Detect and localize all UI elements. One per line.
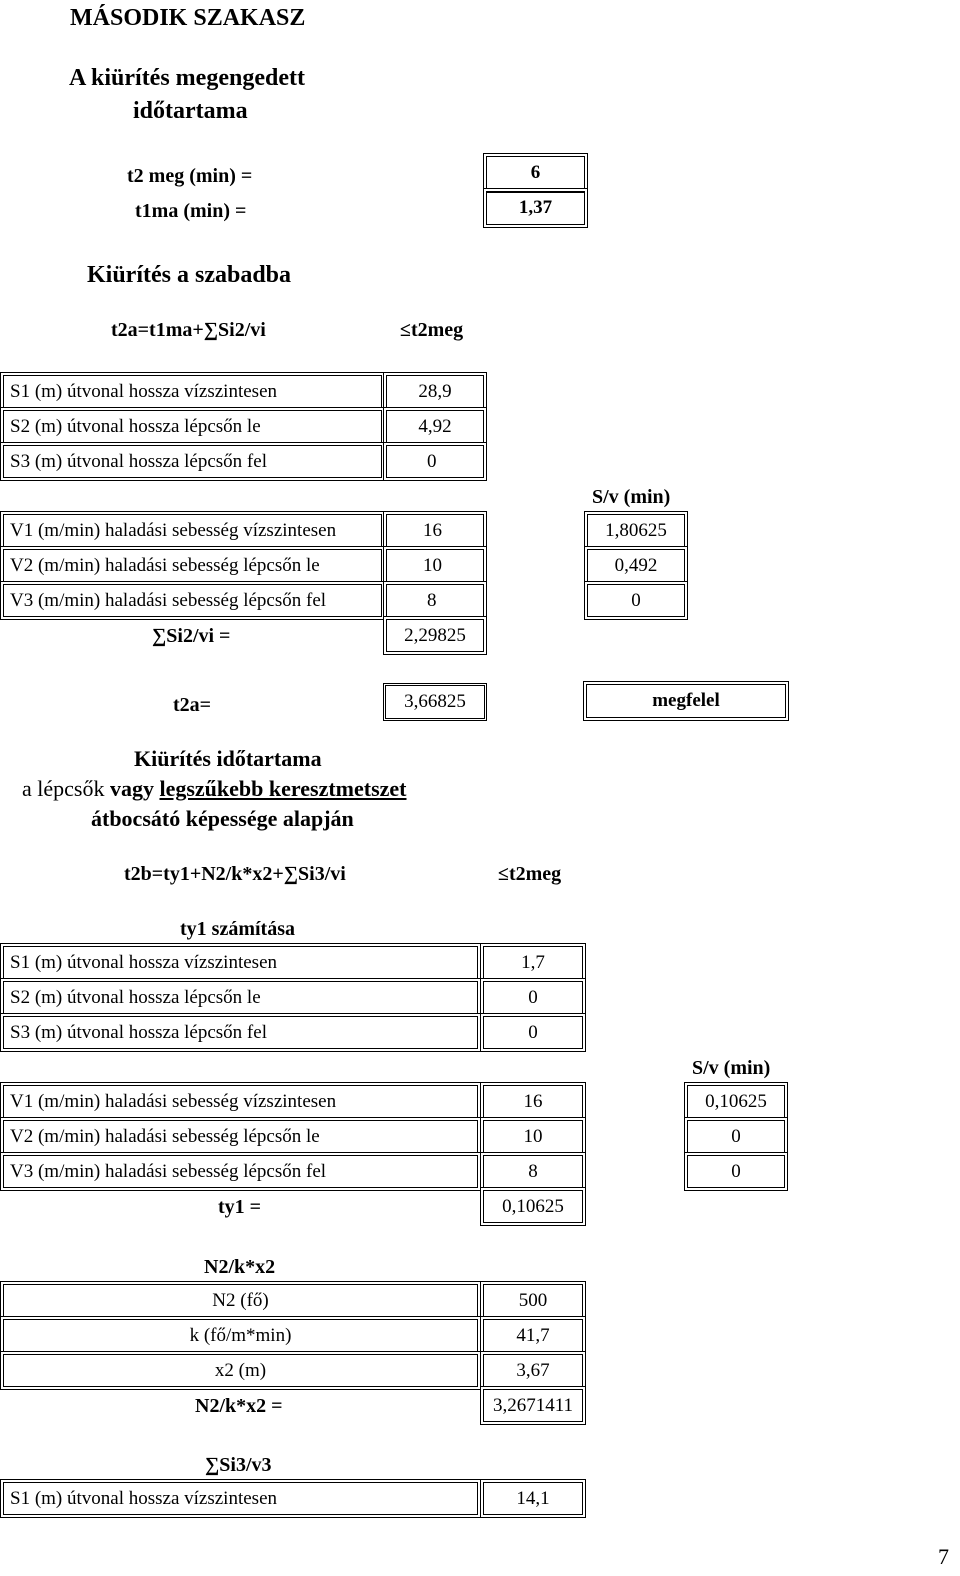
free-row-s1-label: S1 (m) útvonal hossza vízszintesen (3, 375, 382, 408)
ty1-row-s2-label: S2 (m) útvonal hossza lépcsőn le (3, 981, 478, 1014)
free-speed-v3-sv: 0 (587, 584, 685, 617)
n2-result-label: N2/k*x2 = (195, 1395, 283, 1417)
ty1-row-s2-value: 0 (483, 981, 583, 1014)
ty1-speed-v1-label: V1 (m/min) haladási sebesség vízszintesen (3, 1085, 478, 1118)
si3-heading: ∑Si3/v3 (205, 1454, 272, 1476)
n2-row-k-value: 41,7 (483, 1319, 583, 1352)
t2a-label: t2a= (173, 694, 212, 716)
free-row-s1-value: 28,9 (386, 375, 484, 408)
section-title: MÁSODIK SZAKASZ (70, 5, 306, 31)
si3-row-s1-value: 14,1 (483, 1482, 583, 1515)
ty1-row-s3-label: S3 (m) útvonal hossza lépcsőn fel (3, 1016, 478, 1049)
si3-row-s1-label: S1 (m) útvonal hossza vízszintesen (3, 1482, 478, 1515)
free-row-s3-label: S3 (m) útvonal hossza lépcsőn fel (3, 445, 382, 478)
n2-row-x2-value: 3,67 (483, 1354, 583, 1387)
free-sum-value: 2,29825 (386, 619, 484, 652)
free-speed-v2-label: V2 (m/min) haladási sebesség lépcsőn le (3, 549, 382, 582)
ty1-speed-v3-label: V3 (m/min) haladási sebesség lépcsőn fel (3, 1155, 478, 1188)
section-subtitle-line2: időtartama (133, 98, 248, 124)
free-result-badge: megfelel (583, 681, 789, 721)
free-formula: t2a=t1ma+∑Si2/vi (111, 319, 266, 341)
ty1-row-s1-value: 1,7 (483, 946, 583, 979)
n2-row-n2-label: N2 (fő) (3, 1284, 478, 1317)
capacity-heading-line2: a lépcsők vagy legszűkebb keresztmetszet (22, 776, 407, 801)
page-number: 7 (938, 1544, 949, 1569)
capacity-heading-line3: átbocsátó képessége alapján (91, 806, 354, 831)
free-sum-label: ∑Si2/vi = (152, 625, 231, 647)
free-speed-v3-value: 8 (386, 584, 484, 617)
free-row-s3-value: 0 (386, 445, 484, 478)
t1ma-value: 1,37 (486, 191, 585, 225)
ty1-result-value: 0,10625 (483, 1190, 583, 1223)
capacity-formula: t2b=ty1+N2/k*x2+∑Si3/vi (124, 863, 346, 885)
ty1-result-label: ty1 = (218, 1196, 262, 1218)
ty1-row-s3-value: 0 (483, 1016, 583, 1049)
ty1-speed-v2-value: 10 (483, 1120, 583, 1153)
t2a-value: 3,66825 (383, 683, 487, 721)
free-speed-v1-label: V1 (m/min) haladási sebesség vízszintesen (3, 514, 382, 547)
t2meg-value: 6 (486, 156, 585, 190)
n2-row-k-label: k (fő/m*min) (3, 1319, 478, 1352)
ty1-row-s1-label: S1 (m) útvonal hossza vízszintesen (3, 946, 478, 979)
n2-result-value: 3,2671411 (483, 1389, 583, 1422)
t1ma-label: t1ma (min) = (135, 200, 247, 222)
ty1-speed-v3-value: 8 (483, 1155, 583, 1188)
ty1-speed-v3-sv: 0 (687, 1155, 785, 1188)
free-speed-v1-sv: 1,80625 (587, 514, 685, 547)
free-sv-header: S/v (min) (592, 486, 671, 508)
ty1-sv-header: S/v (min) (692, 1057, 771, 1079)
free-row-s2-value: 4,92 (386, 410, 484, 443)
free-speed-v2-value: 10 (386, 549, 484, 582)
ty1-speed-v2-sv: 0 (687, 1120, 785, 1153)
free-heading: Kiürítés a szabadba (87, 262, 292, 288)
ty1-heading: ty1 számítása (180, 918, 295, 940)
capacity-condition: ≤t2meg (498, 863, 562, 885)
t2meg-label: t2 meg (min) = (127, 165, 253, 187)
free-speed-v1-value: 16 (386, 514, 484, 547)
ty1-speed-v1-sv: 0,10625 (687, 1085, 785, 1118)
section-subtitle-line1: A kiürítés megengedett (69, 65, 305, 91)
ty1-speed-v2-label: V2 (m/min) haladási sebesség lépcsőn le (3, 1120, 478, 1153)
capacity-heading-line1: Kiürítés időtartama (134, 746, 322, 771)
free-speed-v2-sv: 0,492 (587, 549, 685, 582)
ty1-speed-v1-value: 16 (483, 1085, 583, 1118)
n2-row-n2-value: 500 (483, 1284, 583, 1317)
free-row-s2-label: S2 (m) útvonal hossza lépcsőn le (3, 410, 382, 443)
n2-row-x2-label: x2 (m) (3, 1354, 478, 1387)
free-condition: ≤t2meg (400, 319, 464, 341)
free-speed-v3-label: V3 (m/min) haladási sebesség lépcsőn fel (3, 584, 382, 617)
n2-heading: N2/k*x2 (204, 1256, 276, 1278)
